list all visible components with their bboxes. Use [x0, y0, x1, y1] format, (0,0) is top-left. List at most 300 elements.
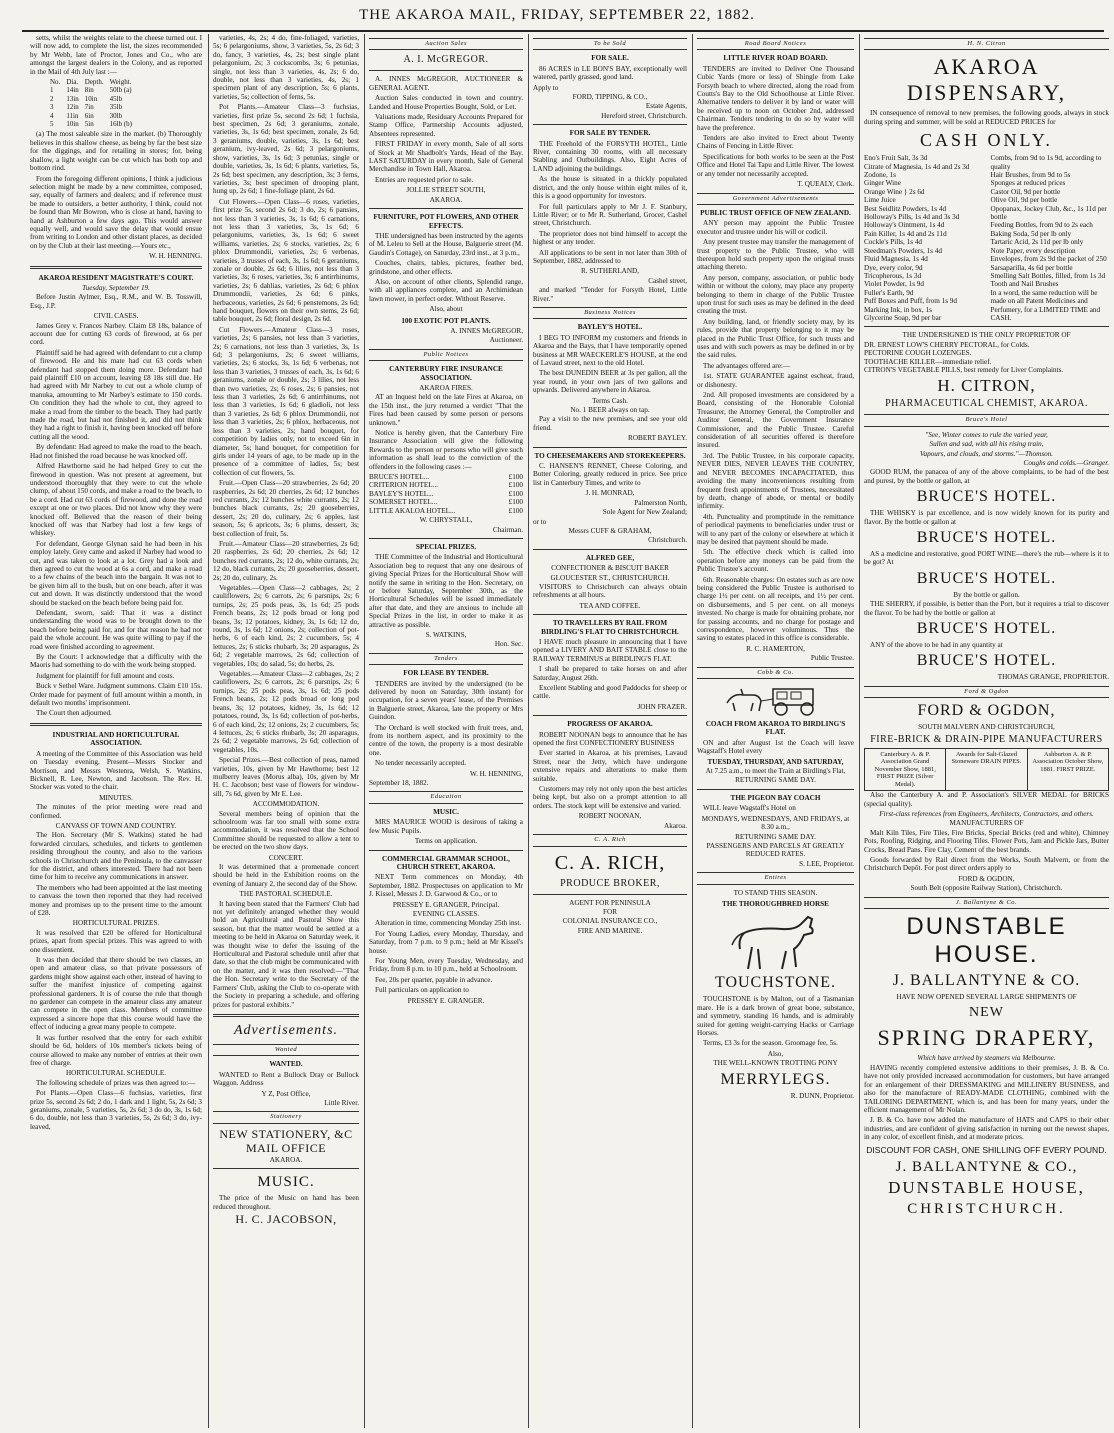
article-text: Defendant, sworn, said: That it was a distinct understanding the wood was to be brought down to the beach before being paid for, and for that reason he had not paid the whole account. He was quite willing to pay if the road were finished according to agreement.: [30, 609, 202, 651]
ad-heading: CHRISTCHURCH.: [907, 1200, 1066, 1217]
ad-signature: Chairman.: [492, 525, 523, 534]
ad-heading: MUSIC.: [257, 1174, 315, 1191]
article-text: The following schedule of prizes was then agreed to:—: [36, 1078, 196, 1087]
ad-text: or to: [533, 517, 547, 526]
ad-signature: Estate Agents,: [645, 102, 687, 111]
ad-heading: COACH FROM AKAROA TO BIRDLING'S FLAT.: [705, 720, 846, 737]
section-label: Bruce's Hotel: [864, 414, 1109, 426]
ad-text: Pay a visit to the new premises, and see your old friend.: [533, 415, 687, 432]
article-text: varieties, 4s, 2s; 4 do, fine-foliaged, varieties, 5s; 6 pelargoniums, show, 3 varieties, 5s, 2s 6d; 3 do, fancy, 3 varieties, 4s, 2s; best single plant pelargonium, 2s; 3 cockscombs, 3s; 6 petunias, single, not less than 3 varieties, 4s, 2s; 6 do, double, not less than 3 varieties, 4s, 2s; 1 specimen plant of any description, 5s; 6 plants, varieties, 5s; collection of ferns, 5s.: [213, 34, 359, 101]
subheading: CANVASS OF TOWN AND COUNTRY.: [55, 821, 177, 830]
ad-text: PECTORINE COUGH LOZENGES.: [864, 349, 972, 358]
divider: [369, 208, 523, 209]
ad-signature: Messrs CUFF & GRAHAM,: [568, 526, 652, 535]
article-text: setts, whilst the weights relate to the cheese turned out. I will now add, to complete the list, the sizes recommended by Mr Webb, late of Proctor, Jones and Co., who are amongst the largest dealers in the Colony, and as reported in the Mail of 4th July last :—: [30, 34, 202, 76]
ad-text: 5th. The effective check which is called into operation before any moneys can be paid from the Public Trustee's account.: [697, 548, 854, 574]
divider: [697, 789, 854, 790]
article-text: Alfred Hawthorne said he had helped Grey to cut the firewood in question. Was not present at agreement, but understood thoroughly that they were to cut the whole clump, of about 150 cords, and make a road to the beach, to be a cord. Had cut 63 cords of firewood, and done the road except at one or two places. Did not know why they were knocked off. Believed that the reason of their being knocked off was that Narbey had lost a few kegs of whiskey.: [30, 462, 202, 538]
ad-text: Full particulars on application to: [375, 986, 469, 995]
ad-text: The advantages offered are:—: [703, 361, 791, 370]
ad-text: Excellent Stabling and good Paddocks for sheep or cattle.: [533, 684, 687, 701]
ad-signature: S. WATKINS,: [425, 630, 467, 639]
quote-line: Coughs and colds.—Granger.: [1023, 459, 1109, 467]
divider: [533, 894, 687, 895]
article-text: James Grey v. Frances Narbey. Claim £8 18s, balance of account due for cutting 63 cords of firewood, at 6s per cord.: [30, 321, 202, 347]
ad-subheading: CONFECTIONER & BISCUIT BAKER: [551, 564, 669, 573]
ad-heading: MAIL OFFICE: [245, 1140, 327, 1155]
ad-address: Hereford street, Christchurch.: [601, 111, 687, 120]
article-text: Vegetables.—Open Class—2 cabbages, 2s; 2 cauliflowers, 2s; 6 carrots, 2s; 6 parsnips, 2s; 6 turnips, 2s; 25 pods peas, 3s, 1s 6d; 25 pods French beans, 2s; 12 pods broad or long pod beans, 3s; 12 potatoes, kidney, 3s, 1s 6d; 12 do, round, 3s, 1s 6d; 12 onions, 2s; collection of pot-herbs, 6 of each kind, 2s; 2 cucumbers, 5s; 4 lettuces, 2s; 6 sticks rhubarb, 3s; 20 asparagus, 2s 6d; 2 vegetable marrows, 2s 6d; collection of vegetables, 10s; do salad, 5s; do herbs, 2s.: [213, 584, 359, 668]
ad-heading: TO STAND THIS SEASON.: [733, 888, 818, 897]
reward-row: SOMERSET HOTEL... £100: [369, 498, 523, 507]
ad-heading: TO TRAVELLERS BY RAIL FROM BIRDLING'S FLAT TO CHRISTCHURCH.: [541, 619, 679, 636]
ad-text: Any person, company, association, or public body within or without the colony, may place any property belonging to them in charge of the Public Trustee upon trust for such uses as may be defined in the deed creating the trust.: [697, 273, 854, 316]
ad-address: Y Z, Post Office,: [261, 1089, 311, 1098]
article-text: Special Prizes.—Best collection of peas, named varieties, 10s, given by Mr Hawthorne; best 12 mulberry leaves (Morus alba), 10s, given by Mr H. C. Jacobson; best vase of flowers for window-sill, 7s 6d, given by Mr E. Lee.: [213, 756, 359, 798]
ad-text: For full particulars apply to Mr J. F. Stanbury, Little River; or to Mr R. Sutherland, Grocer, Cashel street, Christchurch.: [533, 202, 687, 228]
ad-heading: FURNITURE, POT FLOWERS, AND OTHER EFFECTS.: [373, 213, 519, 230]
ad-heading: THE PIGEON BAY COACH: [730, 793, 821, 802]
ad-location: Akaroa.: [664, 821, 687, 830]
ad-text: DR. ERNEST LOW'S CHERRY PECTORAL, for Colds.: [864, 340, 1030, 349]
article-text: For defendant, George Glynan said he had been in his employ lately. Grey came and asked if Narbey had wood to cut, and was taken to look at a lot. Grey had a look and then agreed to cut the wood at 6s a cord, and make a road to a few chains of the beach into the bargain. It was not to be given him all to the bush, but on one beach, after it was cut and down. It was distinctly understood that the wood should be stacked on the beach before being paid for.: [30, 539, 202, 607]
article-date: Tuesday, September 19.: [82, 283, 150, 292]
ad-heading: FOR LEASE BY TENDER.: [403, 669, 489, 678]
ad-subheading: AKAROA FIRES.: [419, 384, 473, 392]
ad-text: TUESDAY, THURSDAY, AND SATURDAY,: [707, 757, 844, 766]
article-text: Buck v Sethel Ware. Judgment summons. Claim £10 15s. Order made for payment of full amount within a month, in default two months' imprisonment.: [30, 682, 202, 708]
ad-text: ANY of the above to be had in any quantity at: [870, 641, 1003, 650]
ad-text: TOUCHSTONE is by Malton, out of a Tasmanian mare. He is a dark brown of great bone, substance, and symmetry, standing 16 hands, and is admirably suited for getting weight-carrying Hacks or Carriage Horses.: [697, 995, 854, 1037]
coach-engraving: [697, 683, 854, 717]
horse-icon: [726, 911, 826, 971]
ad-text: First-class references from Engineers, Architects, Contractors, and others.: [879, 810, 1094, 818]
ad-text: I BEG TO INFORM my customers and friends in Akaroa and the Bays, that I have temporarily opened business at MR WAECKERLE'S HOUSE, at the end of Lavaud street, next to the old Hotel.: [533, 333, 687, 367]
ad-location: AKAROA.: [269, 1155, 303, 1164]
ad-heading: PUBLIC TRUST OFFICE OF NEW ZEALAND.: [700, 208, 851, 217]
ad-text: HAVE NOW OPENED SEVERAL LARGE SHIPMENTS OF: [896, 993, 1077, 1002]
ad-text: AT an Inquest held on the late Fires at Akaroa, on the 15th inst., the jury returned a verdict "That the Fires had been caused by some person or persons unknown.": [369, 393, 523, 427]
divider: [533, 447, 687, 448]
ad-text: ANY person may appoint the Public Trustee executor and trustee under his will or codicil.: [697, 219, 854, 236]
ad-text: Malt Kiln Tiles, Fire Tiles, Fire Bricks, Special Bricks (red and white), Chimney Pots, Roofing, Ridging, and Flooring Tiles. Flower Pots, Jam and Pickle Jars, Butter Crocks, Bread Pans. Fire Clay, Cement of the best brands.: [864, 828, 1109, 854]
ad-text: 1st. STATE GUARANTEE against escheat, fraud, or dishonesty.: [697, 372, 854, 389]
ad-signature: R. C. HAMERTON,: [746, 644, 805, 653]
subheading: CIVIL CASES.: [93, 312, 139, 321]
ad-text: Any present trustee may transfer the management of trust property to the Public Trustee, who will thereupon hold such property upon the original trusts attaching thereto.: [697, 238, 854, 272]
ad-address: JOLLIE STREET SOUTH,: [406, 186, 486, 195]
section-label: Business Notices: [533, 307, 687, 319]
ad-signature: Public Trustee.: [810, 654, 854, 663]
section-label: To be Sold: [533, 38, 687, 50]
article-text: Fruit.—Open Class—20 strawberries, 2s 6d; 20 raspberries, 2s 6d; 20 cherries, 2s 6d; 12 bunches red currants, 2s; 12 bunches white currants, 2s; 12 bunches black currants, 2s; 20 gooseberries, dessert, 2s; 20 do, culinary, 2s; 6 apples, last season, 5s; 6 apricots, 3s; 6 plums, dessert, 3s; best collection of fruit, 5s.: [213, 479, 359, 538]
divider: [533, 614, 687, 615]
ad-text: NEXT Term commences on Monday, 4th September, 1882. Prospectuses on application to Mr J. Kissel, Messrs J. D. Garwood & Co., or to: [369, 873, 523, 899]
ad-text: Also, about: [429, 305, 463, 314]
ad-heading: THE THOROUGHBRED HORSE: [722, 899, 829, 908]
section-label: Education: [369, 791, 523, 803]
article-text: Before Justin Aylmer, Esq., R.M., and W. B. Tosswill, Esq., J.P.: [30, 293, 202, 310]
ad-heading: MERRYLEGS.: [720, 1070, 831, 1088]
ad-text: THE Freehold of the FORSYTH HOTEL, Little River, containing 30 rooms, with all necessary Stabling and Outbuildings. Also, Eight Acres of LAND adjoining the buildings.: [533, 139, 687, 173]
column-rule: [208, 34, 209, 1428]
ad-heading: AKAROA DISPENSARY,: [906, 54, 1067, 106]
ad-text: Fee, 20s per quarter, payable in advance.: [375, 975, 493, 984]
ad-text: RETURNING SAME DAY.: [735, 832, 816, 841]
ad-address: South Belt (opposite Railway Station), Christchurch.: [910, 884, 1063, 893]
table-row: 2 13in 10in 45lb: [50, 94, 123, 103]
table-row: 1 14in 8in 50lb (a): [50, 86, 132, 95]
ad-subheading: PRODUCE BROKER,: [560, 877, 660, 889]
ad-heading: NEW: [969, 1005, 1004, 1021]
ad-text: The Orchard is well stocked with fruit trees, and, from its northern aspect, and its proximity to the centre of the town, the property is a most desirable one.: [369, 723, 523, 757]
ad-heading: WANTED.: [269, 1060, 303, 1069]
ad-text: A. INNES McGREGOR, AUCTIONEER & GENERAL AGENT.: [369, 75, 523, 92]
article-heading: AKAROA RESIDENT MAGISTRATE'S COURT.: [38, 273, 194, 282]
article-text: The members who had been appointed at the last meeting to canvass the town then reported that they had received money and promises up to the present time to the amount of £28.: [30, 883, 202, 917]
signature: W. H. HENNING.: [148, 252, 202, 261]
ad-text: TEA AND COFFEE.: [579, 601, 641, 610]
ad-text: VISITORS to Christchurch can always obtain refreshments at all hours.: [533, 582, 687, 600]
divider: [30, 266, 202, 269]
divider: [213, 1014, 359, 1017]
ad-location: AKAROA.: [429, 195, 463, 204]
ad-heading: COMMERCIAL GRAMMAR SCHOOL, CHURCH STREET, AKAROA.: [382, 854, 510, 871]
price-list-right: Combs, from 9d to 1s 9d, according to quality Hair Brushes, from 9d to 5s Sponges at reduced prices Castor Oil, 9d per bottle Olive Oil, 9d per bottle Opopanax, Jockey Club, &c., 1s 11d per bottle Feeding Bottles, from 9d to 2s each Baking Soda, 5d per lb only Tartaric Acid, 2s 11d per lb only Note Paper, every description Envelopes, from 2s 9d the packet of 250 Sarsaparilla, 4s 6d per bottle Smelling Salt Bottles, filled, from 1s 3d Tooth and Nail Brushes In a word, the same reduction will be made on all Patent Medicines and Perfumery, for a LIMITED TIME and CASH.: [990, 154, 1107, 322]
ad-text: I HAVE much pleasure in announcing that I have opened a LIVERY AND BAIT STABLE close to the RAILWAY TERMINUS at BIRDLING'S FLAT.: [533, 637, 687, 663]
ad-text: HAVING recently completed extensive additions to their premises, J. B. & Co. have not only provided increased accommodation for customers, but have arranged for an enlargement of their DRESSMAKING and MILLINERY BUSINESS, and also for the manufacture of READY-MADE CLOTHING, combined with the TAILORING DEPARTMENT, which is, and has been for many years, under the efficient management of Mr Nolan.: [864, 1063, 1109, 1114]
ad-heading: DUNSTABLE HOUSE,: [888, 1177, 1085, 1197]
ad-address: Palmerston North,: [634, 498, 687, 507]
article-text: It was then decided that there should be two classes, an open and amateur class, so that private possessors of gardens might show against each other, instead of having to suffer the manifest injustice of competing against professional gardeners. It is of course the rule that though no gardener can compete in the amateur class any amateur can compete in the open class. Members of committee expressed a sincere hope that this course would have the effect of inducing a great many people to compete.: [30, 956, 202, 1032]
ad-text: Which have arrived by steamers via Melbourne.: [917, 1054, 1056, 1063]
ad-signature: ROBERT BAYLEY.: [628, 434, 687, 443]
article-text: Fruit.—Amateur Class—20 strawberries, 2s 6d; 20 raspberries, 2s 6d; 20 cherries, 2s 6d; 12 bunches red currants, 2s; 12 do, white currants, 2s; 12 do, black currants, 2s; 20 gooseberries, dessert, 2s; 20 do, culinary, 2s.: [213, 539, 359, 582]
ad-subheading: EVENING CLASSES.: [412, 909, 480, 918]
ad-heading: MUSIC.: [433, 807, 459, 816]
divider: [369, 850, 523, 851]
ad-signature: R. DUNN, Proprietor.: [790, 1091, 854, 1100]
ad-address: GLOUCESTER ST., CHRISTCHURCH.: [550, 573, 670, 582]
ad-text: Valuations made, Residuary Accounts Prepared for Stamp Office, Partnership Accounts adjusted, Absentees represented.: [369, 113, 523, 138]
quote-line: "See, Winter comes to rule the varied year,: [925, 430, 1048, 439]
article-text: The Hon. Secretary (Mr S. Watkins) stated he had forwarded circulars, schedules, and tickets to gentlemen residing throughout the county, and also to the various schools in Christchurch and the Peninsula, to the canvasser for the district, and others interested. There had not been time for him to receive any communications in answer.: [30, 831, 202, 882]
ad-text: 86 ACRES in LE BON'S BAY, exceptionally well watered, partly grassed, good land.: [533, 64, 687, 82]
subheading: HORTICULTURAL PRIZES.: [72, 919, 160, 928]
article-text: The minutes of the prior meeting were read and confirmed.: [30, 803, 202, 820]
ad-signature: FORD & OGDON,: [958, 874, 1015, 883]
ad-text: 4th. Punctuality and promptitude in the remittance of periodical payments to beneficiaries under trust or will to any part of the colony or elsewhere at which it may be desired that payment should be made.: [697, 512, 854, 546]
cheese-size-table: [50, 78, 138, 128]
ad-heading: BRUCE'S HOTEL.: [916, 529, 1057, 547]
horse-engraving: [697, 911, 854, 971]
subheading: ACCOMMODATION.: [252, 800, 320, 809]
section-label: Cobb & Co.: [697, 667, 854, 679]
ad-text: 2nd. All proposed investments are considered by a Board, consisting of the Honorable Colonial Treasurer, the Attorney General, the Comptroller and Auditor General, the Government Insurance Commissioner, and the Public Trustee. Careful consideration of all securities offered is therefore insured.: [697, 391, 854, 450]
section-label: Road Board Notices: [697, 38, 854, 50]
ad-text: Terms on application.: [414, 837, 478, 846]
ad-text: AGENT FOR PENINSULA: [569, 898, 651, 907]
ad-text: Ever started in Akaroa, at his premises, Lavaud Street, near the Jetty, which have undergone extensive repairs and alterations to make them suitable.: [533, 749, 687, 783]
ad-text: AS a medicine and restorative, good PORT WINE—there's the rub—where is it to be got? At: [864, 550, 1109, 567]
ad-text: THE WHISKY is par excellence, and is now widely known for its purity and flavor. By the bottle or gallon at: [864, 509, 1109, 526]
ad-signature: R. SUTHERLAND,: [580, 267, 640, 276]
ad-signature: S. LEE, Proprietor.: [799, 859, 854, 868]
ad-text: FOR: [603, 907, 617, 916]
ad-text: PASSENGERS AND PARCELS AT GREATLY REDUCED RATES.: [706, 841, 845, 859]
ad-heading: BRUCE'S HOTEL.: [916, 488, 1057, 506]
ad-text: RETURNING SAME DAY.: [735, 776, 816, 785]
ad-text: No tender necessarily accepted.: [375, 759, 466, 768]
ad-signature: PRESSEY E. GRANGER, Principal.: [392, 900, 500, 909]
ad-heading: ALFRED GEE,: [585, 553, 635, 562]
ad-heading: FORD & OGDON,: [917, 702, 1056, 720]
ad-text: Also the Canterbury A. and P. Association's SILVER MEDAL for BRICKS (special quality).: [864, 791, 1109, 808]
reward-row: LITTLE AKALOA HOTEL... £100: [369, 506, 523, 515]
ad-heading: A. I. McGREGOR.: [403, 54, 489, 66]
ad-text: Also, on account of other clients, Splendid range, with all appliances complete, and an Archimidean lawn mower, in perfect order. Without Reserve.: [369, 277, 523, 303]
ad-text: Apply to: [533, 83, 559, 92]
awards-box: Canterbury A. & P. Association Grand November Show, 1881, FIRST PRIZE (Silver Medal). Awards for Salt-Glazed Stoneware DRAIN PIPES. Ashburton A. & P. Association October Show, 1881. FIRST PRIZE.: [864, 748, 1109, 792]
ad-signature: THOMAS GRANGE, PROPRIETOR.: [997, 673, 1109, 682]
article-text: Cut Flowers.—Open Class—6 roses, varieties, first prize 5s, second 2s 6d; 3 do, 2s; 6 pansies, not less than 3 varieties, 3s, 1s 6d; 6 carnations, not less than 3 varieties, 3s, 1s 6d; 6 pelargoniums, varieties, 3s, 1s 6d; 6 sweet williams, varieties, 2s; 6 stocks, varieties, 2s; 6 phlox Drummondii, varieties, 2s; 6 verbenas, varieties, 3 trusses of each, 3s, 1s 6d; 6 geraniums, zonale or double, 2s 6d; 6 lilies, not less than 3 varieties, 3s; 6 roses, varieties, 3s; 6 antirrhinums, varieties, 2s; 6 dahlias, varieties, 2s 6d; 6 phlox Drummondii, varieties, 2s 6d; 6 pinks, herbaceous, varieties, 2s 6d; 6 penstemons, 2s 6d; hand bouquet, flowers on their own stems, 2s 6d; table bouquet, 2s 6d; floral design, 2s 6d.: [213, 197, 359, 324]
table-row: 5 10in 5in 16lb (b): [50, 120, 132, 129]
ad-text: Tenders are also invited to Erect about Twenty Chains of Fencing in Little River.: [697, 134, 854, 151]
ad-text: MONDAYS, WEDNESDAYS, AND FRIDAYS, at 8.30 a.m.,: [701, 814, 850, 832]
section-label: Stationery: [213, 1111, 359, 1123]
ad-heading: TO CHEESEMAKERS AND STOREKEEPERS.: [534, 451, 686, 460]
ad-text: All applications to be sent in not later than 30th of September, 1882, addressed to: [533, 248, 687, 265]
ad-text: TOOTHACHE KILLER—immediate relief.: [864, 357, 992, 366]
masthead-rule: [22, 30, 1104, 32]
ad-text: The proprietor does not bind himself to accept the highest or any tender.: [533, 229, 687, 247]
coach-icon: [721, 683, 831, 717]
price-list-left: Eno's Fruit Salt, 3s 3d Citrate of Magnesia, 1s 4d and 2s 3d Zodone, 1s Ginger Wine Orange Wine } 2s 6d Lime Juice Best Seidlitz Powders, 1s 4d Holloway's Pills, 1s 4d and 3s 3d Holloway's Ointment, 1s 4d Pain Killer, 1s 4d and 2s 11d Cockle's Pills, 1s 4d Steedman's Powders, 1s 4d Fluid Magnesia, 1s 4d Dye, every color, 9d Tricopherous, 1s 3d Violet Powder, 1s 9d Fuller's Earth, 9d Puff Boxes and Puff, from 1s 9d Marking Ink, in box, 1s Glycerine Soap, 9d per bar: [864, 154, 970, 322]
ad-signature: W. H. HENNING,: [469, 769, 523, 778]
table-header-row: No. Dia. Depth. Weight.: [50, 78, 132, 87]
article-text: By defendant: Had agreed to make the road to the beach. Had not finished the road because he was knocked off.: [30, 443, 202, 460]
subheading: HORTICULTURAL SCHEDULE.: [65, 1069, 167, 1078]
column-rule: [528, 34, 529, 1428]
ad-text: Alteration in time, commencing Monday 25th inst.: [375, 919, 522, 928]
ad-heading: C. A. RICH,: [554, 851, 666, 874]
article-text: It was further resolved that the entry for each exhibit should be 6d, holders of 10s member's tickets being of course allowed to make any number of entries at their own free of charge.: [30, 1033, 202, 1067]
ad-text: TENDERS are invited to Deliver One Thousand Cubic Yards (more or less) of Shingle from Lake Forsyth beach to where directed, along the road from Coutts's Bay to the Old Schoolhouse at Little River. Alternative tenders to deliver it by land or water will be received up to noon on October 2nd, addressed Chairman. Tenders tendering to do so by water will have the preference.: [697, 64, 854, 132]
ad-address: Cashel street,: [648, 276, 687, 285]
ad-text: For Young Ladies, every Monday, Thursday, and Saturday, from 7 p.m. to 9 p.m.; held at Mr Kissel's house.: [369, 929, 523, 955]
ad-text: Terms Cash.: [592, 396, 628, 405]
article-text: (a) The most saleable size in the market. (b) Thoroughly believes in this shallow cheese, as being by far the best size for the diggings, and for retailing in stores; for, being shallow, a light weight can be cut which has both top and bottom rind.: [30, 130, 202, 173]
column-rule: [692, 34, 693, 1428]
section-label: Entires: [697, 872, 854, 884]
ad-text: FIRST FRIDAY in every month, Sale of all sorts of Stock at Mr Shadbolt's Yards, Head of the Bay. LAST SATURDAY in every month, Sale of General Merchandise in Town Hall, Akaroa.: [369, 140, 523, 174]
ad-text: Sole Agent for New Zealand;: [602, 508, 687, 517]
section-label: Auction Sales: [369, 38, 523, 50]
article-text: It was resolved that £20 be offered for Horticultural prizes, apart from special prizes. This was agreed to with one dissentient.: [30, 928, 202, 954]
ad-text: Any building, land, or friendly society may, by its rules, provide that property belonging to it may be placed in the Public Trust Office, for such trusts and uses and with such powers as may be defined in or by the said rules.: [697, 317, 854, 360]
ad-text: MRS MAURICE WOOD is desirous of taking a few Music Pupils.: [369, 818, 523, 835]
section-label: Wanted: [213, 1044, 359, 1056]
ad-text: CITRON'S VEGETABLE PILLS, best remedy for Liver Complaints.: [864, 365, 1064, 374]
ad-subheading: MANUFACTURERS OF: [949, 819, 1024, 828]
article-text: A meeting of the Committee of this Association was held on Tuesday evening, Present—Messrs Stocker and Morrison, and Messrs Westenra, Welsh, S. Watkins, Bicknell, R. Lee, Newton, and Jacobson. The Rev. H. Stocker was voted to the chair.: [30, 749, 202, 792]
ad-address: Christchurch.: [648, 536, 687, 545]
ad-text: By the bottle or gallon.: [953, 590, 1020, 599]
ad-heading: PROGRESS OF AKAROA.: [567, 720, 653, 729]
ad-text: Specifications for both works to be seen at the Post Office and Hotel Tai Tapu and Little River. The lowest or any tender not necessarily accepted.: [697, 152, 854, 178]
ad-signature: J. H. MONRAD,: [585, 489, 635, 498]
subheading: CONCERT.: [268, 853, 304, 862]
subheading: MINUTES.: [99, 793, 133, 802]
ad-text: J. B. & Co. have now added the manufacture of HATS and CAPS to their other industries, and are confident of giving satisfaction in turning out the newest shapes, in any color, of excellent finish, and at moderate prices.: [864, 1116, 1109, 1142]
ad-text: THE WELL-KNOWN TROTTING PONY: [713, 1059, 838, 1068]
ad-text: WILL leave Wagstaff's Hotel on: [703, 804, 796, 813]
ad-signature: H. C. JACOBSON,: [235, 1211, 337, 1226]
column-rule: [859, 34, 860, 1428]
ad-text: ON and after August 1st the Coach will leave Wagstaff's Hotel every: [697, 738, 854, 756]
column-rule: [364, 34, 365, 1428]
ad-text: COLONIAL INSURANCE CO.,: [562, 917, 658, 926]
ad-signature: PRESSEY E. GRANGER.: [407, 996, 485, 1005]
ad-text: Terms, £3 3s for the season. Groomage fee, 5s.: [703, 1039, 838, 1048]
article-text: It was determined that a promenade concert should be held in the Exhibition rooms on the evening of January 2, the second day of the Show.: [213, 863, 359, 888]
ad-text: Couches, chairs, tables, pictures, feather bed, grindstone, and other effects.: [369, 259, 523, 276]
table-row: 3 12in 7in 35lb: [50, 103, 123, 112]
ad-text: C. HANSEN'S RENNET, Cheese Coloring, and Butter Coloring, greatly reduced in price. See price list in Canterbury Times, and write to: [533, 462, 687, 487]
reward-row: BRUCE'S HOTEL... £100: [369, 473, 523, 482]
article-text: Vegetables.—Amateur Class—2 cabbages, 2s; 2 cauliflowers, 2s; 6 carrots, 2s; 6 parsnips, 2s; 6 turnips, 2s; 25 pods peas, 3s, 1s 6d; 25 pods French beans, 2s; 12 pods broad or long pod beans, 3s; 12 potatoes, kidney, 3s, 1s 6d; 12 potatoes, round, 3s, 1s 6d; collection of pot-herbs, 6 of each kind, 2s; 12 onions, 2s; 2 cucumbers, 5s; 4 lettuces, 2s; 6 sticks rhubarb, 3s; 20 asparagus, 2s 6d; 2 vegetable marrows, 2s 6d; collection of vegetables, 10s.: [213, 670, 359, 754]
ad-text: Goods forwarded by Rail direct from the Works, South Malvern, or from the Christchurch Depôt. For post direct orders apply to: [864, 856, 1109, 873]
ad-signature: W. CHRYSTALL,: [419, 516, 473, 525]
ad-heading: 100 EXOTIC POT PLANTS.: [401, 316, 491, 325]
section-label: Government Advertisements: [697, 193, 854, 205]
section-label: Tenders: [369, 653, 523, 665]
divider: [369, 538, 523, 539]
ad-heading: H. CITRON,: [937, 376, 1036, 396]
ad-text: TENDERS are invited by the undersigned (to be delivered by noon on Saturday, 30th instant) for occupation, for a seven years' lease, of the Premises in Balguerie street, Akaroa, late the property or Mrs Guindon.: [369, 679, 523, 722]
ad-text: Customers may rely not only upon the best articles being kept, but also on a prompt attention to all orders. The stock kept will be extensive and varied.: [533, 785, 687, 810]
column-5: [697, 34, 854, 1428]
ad-signature: Auctioneer.: [489, 336, 523, 345]
ad-text: The best DUNEDIN BEER at 3s per gallon, all the year round, in your own jars of two gallons and upwards. Delivered anywhere in Akaroa.: [533, 369, 687, 395]
ad-text: Also,: [767, 1049, 784, 1058]
article-text: Pot Plants.—Open Class—6 fuchsias, varieties, first prize 5s, second 2s 6d; 2 do, 1 dark and 1 light, 5s, 2s 6d; 3 geraniums, zonale, 5 varieties, 5s, 2s 6d; 3 do do, 3s, 1s 6d; 6 do, double, not less than 3 varieties, 5s, 2s 6d; 3 do, ivy-leaved,: [30, 1089, 202, 1131]
quote-line: Vapours, and clouds, and storms."—Thomson.: [919, 449, 1054, 458]
ad-heading: FOR SALE BY TENDER.: [569, 129, 651, 138]
ad-text: Notice is hereby given, that the Canterbury Fire Insurance Association will give the following Rewards to the person or persons who will give such information as shall lead to the conviction of the offenders in the following cases :—: [369, 429, 523, 471]
ad-text: ROBERT NOONAN begs to announce that he has opened the first CONFECTIONERY BUSINESS: [533, 730, 687, 748]
ad-date: September 18, 1882.: [369, 779, 429, 788]
ad-location: Little River.: [324, 1098, 359, 1107]
column-2: [213, 34, 359, 1428]
ad-heading: J. BALLANTYNE & CO.,: [895, 1158, 1078, 1175]
ad-text: At 7.25 a.m., to meet the Train at Birdling's Flat,: [705, 767, 846, 776]
section-label: Public Notices: [369, 349, 523, 361]
ad-text: The price of the Music on hand has been reduced throughout.: [213, 1194, 359, 1211]
ad-text: Entries are requested prior to sale.: [375, 175, 474, 184]
price-list: [864, 154, 1109, 322]
ad-heading: LITTLE RIVER ROAD BOARD.: [723, 54, 828, 63]
divider: [533, 715, 687, 716]
ad-text: As the house is situated in a thickly populated district, and the only house within eight miles of it, this is a good opportunity for investors.: [533, 175, 687, 201]
ad-heading: J. BALLANTYNE & CO.: [892, 972, 1081, 990]
ad-heading: BRUCE'S HOTEL.: [916, 652, 1057, 670]
ad-heading: BRUCE'S HOTEL.: [916, 620, 1057, 638]
ad-heading: BRUCE'S HOTEL.: [916, 569, 1057, 587]
ad-text: FIRE AND MARINE.: [577, 926, 643, 935]
column-1: [30, 34, 202, 1428]
advertisements-title: Advertisements.: [233, 1022, 339, 1038]
ad-text: THE undersigned has been instructed by the agents of M. Leleu to Sell at the House, Balguerie street (M. Gaudin's Cottage), on Saturday, 23rd inst., at 3 p.m.,: [369, 231, 523, 257]
ad-text: 3rd. The Public Trustee, in his corporate capacity, NEVER DIES, NEVER LEAVES THE COUNTRY, and NEVER BECOMES INCAPACITATED, thus avoiding the many inconveniences resulting from frequent fresh appointments of Trustees, necessitated by death, change of abode, or mental or bodily infirmity.: [697, 451, 854, 511]
ad-heading: SPRING DRAPERY,: [877, 1025, 1096, 1051]
divider: [369, 70, 523, 71]
article-text: It having been stated that the Farmers' Club had not yet definitely arranged whether they would hold an Agricultural and Pastoral Show this season, but that the matter would be settled at a meeting to be held in Akaroa on Saturday week, it was thought wise to defer the issuing of the Horticultural and Pastoral schedule until after that date, so that the club might be communicated with on the matter, and it was then resolved:—"That the Hon. Secretary write to the Secretary of the Farmers' Club, asking the Club to co-operate with the Society in preparing a schedule, and offering prizes for pastoral exhibits.": [213, 899, 359, 1009]
article-text: Cut Flowers.—Amateur Class—3 roses, varieties, 2s; 6 pansies, not less than 3 varieties, 2s; 6 carnations, not less than 3 varieties, 3s, 1s 6d; 3 pelargoniums, 2s; 6 sweet williams, varieties, 2s; 6 stocks, 3s, 1s 6d; 6 verbenas, not less than 3 varieties, 3 trusses of each, 3s, 1s 6d; 6 geraniums, zonale or double, 2s; 3 lilies, not less than two varieties, 2s; 6 roses, 2s; 6 pansies, not less than 3 varieties, 2s 6d; 6 antirrhinums, not less than 3 varieties, 1s 6d; 6 gladioli, not less than 3 varieties, 2s 6d; 6 phlox Drummondii, not less than 3 varieties, 2s; 6 phlox, herbaceous, not less than 3 varieties, 2s; hand bouquet, for competition by ladies only, not to exceed 6in in diameter, 5s; hand bouquet, for competition for girls under 14 years of age, to be made up in the presence of a committee of ladies, 5s; best collection of cut flowers, 5s.: [213, 325, 359, 477]
ad-heading: FOR SALE.: [591, 54, 629, 63]
ad-signature: ROBERT NOONAN,: [578, 812, 642, 821]
article-text: By the Court: I acknowledge that a difficulty with the Maoris had something to do with the work being stopped.: [30, 653, 202, 670]
divider: [533, 124, 687, 125]
ad-heading: DUNSTABLE HOUSE.: [906, 913, 1067, 969]
ad-text: I shall be prepared to take horses on and after Saturday, August 26th.: [533, 665, 687, 682]
section-label: C. A. Rich: [533, 834, 687, 846]
subheading: THE PASTORAL SCHEDULE.: [239, 890, 333, 899]
ad-text: and marked "Tender for Forsyth Hotel, Little River.": [533, 286, 687, 303]
ad-signature: JOHN FRAZER.: [637, 702, 687, 711]
ad-text: THE SHERRY, if possible, is better than the Port, but it requires a trial to discover the flavor. To be had by the bottle or gallon at: [864, 600, 1109, 617]
ad-text: IN consequence of removal to new premises, the following goods, always in stock during spring and summer, will be sold at REDUCED PRICES for: [864, 109, 1109, 126]
ad-subheading: SOUTH MALVERN AND CHRISTCHURCH,: [918, 723, 1055, 732]
ad-heading: DISCOUNT FOR CASH, ONE SHILLING OFF EVERY POUND.: [866, 1144, 1107, 1155]
ad-text: WANTED to Rent a Bullock Dray or Bullock Waggon. Address: [213, 1070, 359, 1088]
ad-signature: T. QUEALY, Clerk.: [797, 180, 854, 189]
ad-heading: TOUCHSTONE.: [714, 974, 837, 992]
column-6: [864, 34, 1109, 1428]
table-row: 4 11in 6in 30lb: [50, 111, 123, 120]
ad-text: THE UNDERSIGNED IS THE ONLY PROPRIETOR OF: [902, 331, 1071, 340]
article-text: Several members being of opinion that the schoolroom was far too small with some extra accommodation, it was resolved that the School Committee should be requested to allow a tent to be erected on the two show days.: [213, 809, 359, 852]
column-4: [533, 34, 687, 1428]
section-label: H. N. Citron: [864, 38, 1109, 50]
reward-row: BAYLEY'S HOTEL... £100: [369, 489, 523, 498]
ad-text: No. 1 BEER always on tap.: [570, 406, 650, 415]
ad-subheading: FIRE-BRICK & DRAIN-PIPE MANUFACTURERS: [870, 733, 1103, 745]
ad-heading: NEW STATIONERY, &C: [219, 1126, 353, 1141]
divider: [533, 549, 687, 550]
ad-text: GOOD RUM, the panacea of any of the above complaints, to be had of the best and purest, by the bottle or gallon, at: [864, 468, 1109, 485]
article-heading: INDUSTRIAL AND HORTICULTURAL ASSOCIATION.: [52, 730, 180, 748]
column-3: [369, 34, 523, 1428]
article-text: Plaintiff said he had agreed with defendant to cut a clump of firewood. He and his mate had cut 63 cords when defendant had stopped them doing more. Defendant had paid plaintiff £10 on account, leaving £8 18s still due. He had agreed with Mr Narbey to cut out a whole clump of manuka, amounting to Mr Narbey's estimate to 150 cords. On condition they had the whole to cut, they agreed to make a road from the timber to the beach. They had partly made the road, but had not finished it, and did not think they had a right to finish it, having been knocked off before cutting all the wood.: [30, 348, 202, 441]
reward-row: CRITERION HOTEL... £100: [369, 481, 523, 490]
section-label: Ford & Ogdon: [864, 686, 1109, 698]
ad-heading: CANTERBURY FIRE INSURANCE ASSOCIATION.: [389, 365, 503, 382]
article-text: From the foregoing different opinions, I think a judicious selection might be made by a new committee, composed, say, equally of farmers and dealers; and if reference must be made to outsiders, a better authority, I think, could not be found than Mr Bowron, who is close at hand, having to hand at Ashburton a few days ago. This would answer equally well, and would save the delay that would ensue from writing to London and other distant places, as decided on by the Club at their last meeting.—Yours etc.,: [30, 174, 202, 250]
divider: [30, 723, 202, 726]
ad-signature: Hon. Sec.: [494, 640, 523, 649]
ad-signature: A. INNES McGREGOR,: [450, 326, 523, 335]
ad-subheading: PHARMACEUTICAL CHEMIST, AKAROA.: [885, 398, 1088, 410]
divider: [213, 1168, 359, 1169]
ad-text: For Young Men, every Tuesday, Wednesday, and Friday, from 8 p.m. to 10 p.m., held at Schoolroom.: [369, 956, 523, 974]
article-text: The Court then adjourned.: [36, 709, 112, 718]
masthead: THE AKAROA MAIL, FRIDAY, SEPTEMBER 22, 1882.: [359, 7, 755, 23]
section-label: J. Ballantyne & Co.: [864, 897, 1109, 909]
ad-text: Auction Sales conducted in town and country. Landed and House Properties Bought, Sold, or Let.: [369, 94, 523, 111]
divider: [864, 326, 1109, 327]
ad-signature: FORD, TIPPING, & CO.,: [572, 93, 648, 102]
